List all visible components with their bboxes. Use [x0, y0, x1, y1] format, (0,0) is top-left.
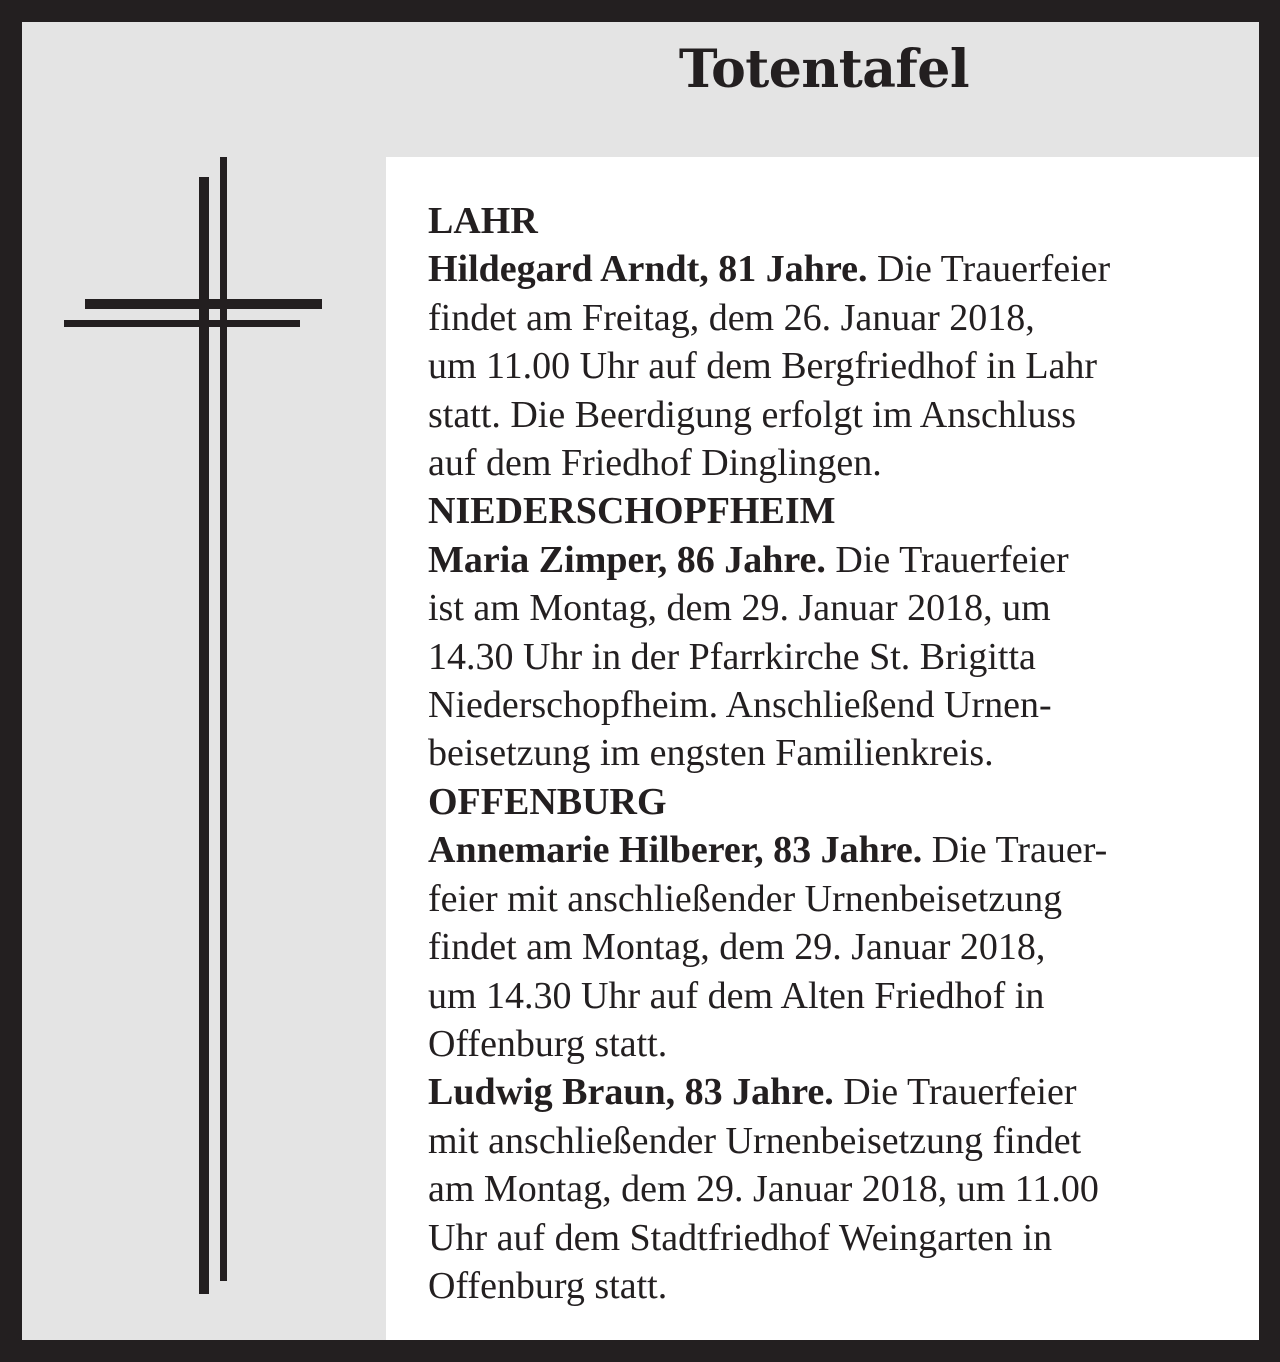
- entry-text-line: findet am Montag, dem 29. Januar 2018,: [428, 926, 1046, 969]
- entry-text-line: findet am Freitag, dem 26. Januar 2018,: [428, 296, 1035, 339]
- entry-text-line: 14.30 Uhr in der Pfarrkirche St. Brigitta: [428, 635, 1036, 678]
- entry-text-line: mit anschließender Urnenbeisetzung findet: [428, 1119, 1082, 1162]
- entry-text-line: um 14.30 Uhr auf dem Alten Friedhof in: [428, 974, 1045, 1017]
- entry-text-line: auf dem Friedhof Dinglingen.: [428, 442, 882, 485]
- entry-text-line: beisetzung im engsten Familienkreis.: [428, 732, 994, 775]
- deceased-name: Hildegard Arndt, 81 Jahre.: [428, 248, 868, 291]
- deceased-name: Ludwig Braun, 83 Jahre.: [428, 1071, 834, 1114]
- obituary-list: [428, 197, 1228, 1310]
- cross-icon-horizontal-main: [85, 299, 322, 309]
- entry-text-line: Offenburg statt.: [428, 1264, 668, 1307]
- entry-text-line: um 11.00 Uhr auf dem Bergfriedhof in Lahr: [428, 345, 1098, 388]
- place-heading: NIEDERSCHOPFHEIM: [428, 490, 836, 533]
- place-heading: LAHR: [428, 200, 538, 242]
- obituary-entry: [428, 826, 1228, 874]
- entry-text-line: feier mit anschließender Urnenbeisetzung: [428, 877, 1063, 920]
- entry-text: Die Trauerfeier: [843, 1071, 1077, 1114]
- page-title: Totentafel: [678, 39, 970, 100]
- obituary-entry: [428, 245, 1228, 293]
- cross-icon-horizontal-thin: [64, 320, 300, 327]
- deceased-name: Annemarie Hilberer, 83 Jahre.: [428, 829, 923, 872]
- obituary-entry: [428, 536, 1228, 584]
- entry-text-line: Uhr auf dem Stadtfriedhof Weingarten in: [428, 1216, 1053, 1259]
- entry-text: Die Trauerfeier: [877, 248, 1111, 291]
- entry-text: Die Trauer-: [931, 829, 1108, 872]
- entry-text: Die Trauerfeier: [835, 538, 1069, 581]
- entry-text-line: Niederschopfheim. Anschließend Urnen-: [428, 684, 1052, 727]
- obituary-entry: [428, 1068, 1228, 1116]
- entry-text-line: am Montag, dem 29. Januar 2018, um 11.00: [428, 1168, 1099, 1211]
- entry-text-line: statt. Die Beerdigung erfolgt im Anschluss: [428, 393, 1077, 436]
- entry-text-line: Offenburg statt.: [428, 1022, 668, 1065]
- deceased-name: Maria Zimper, 86 Jahre.: [428, 538, 826, 581]
- cross-icon-vertical-main: [199, 177, 209, 1294]
- place-heading: OFFENBURG: [428, 780, 667, 823]
- entry-text-line: ist am Montag, dem 29. Januar 2018, um: [428, 587, 1051, 630]
